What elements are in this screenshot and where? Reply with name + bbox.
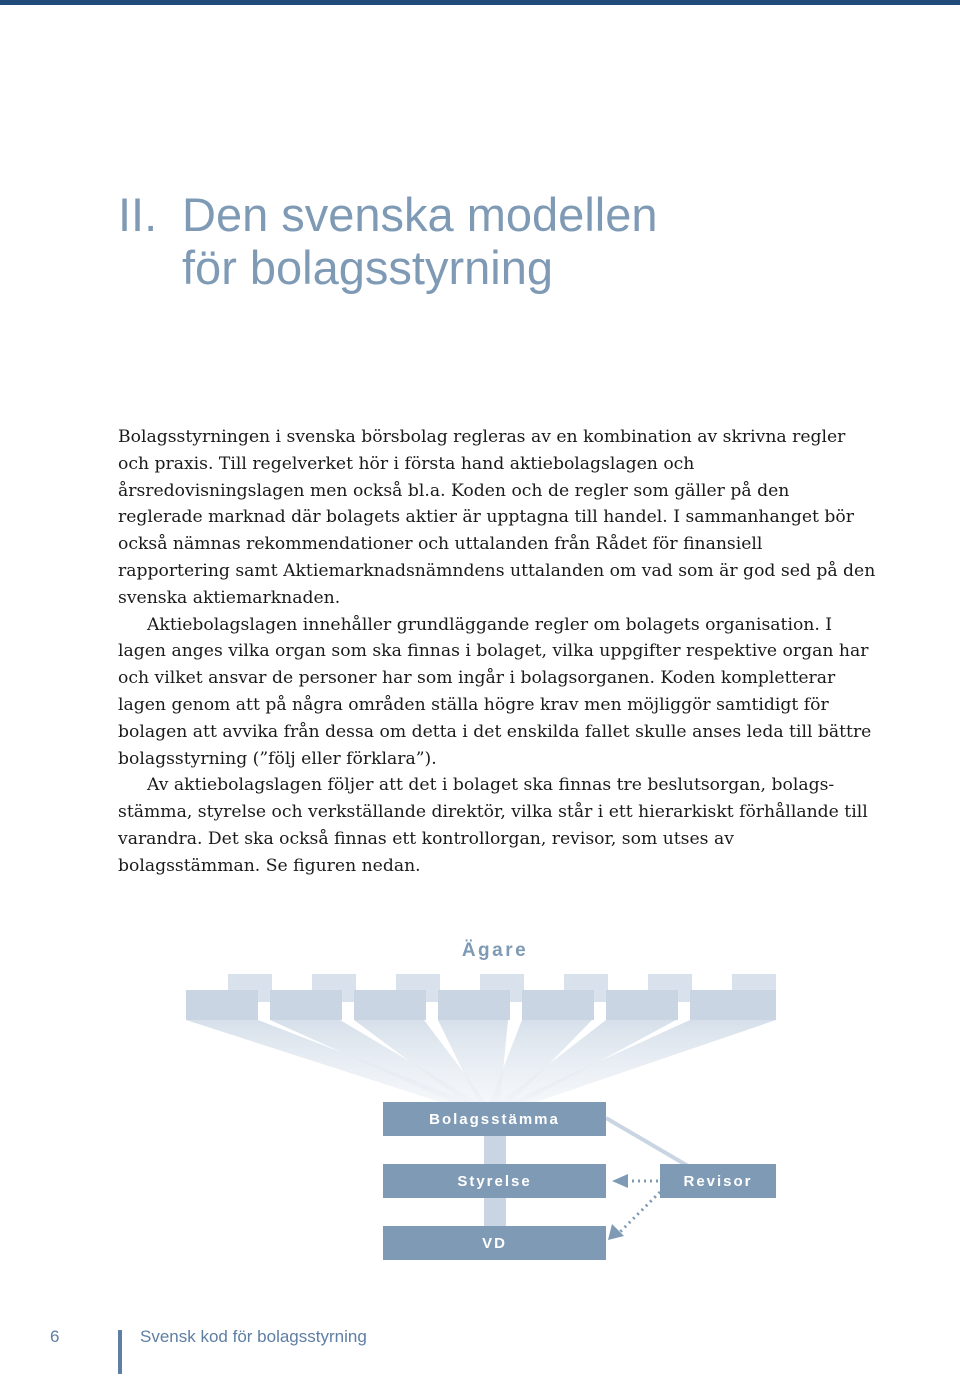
paragraph: Av aktiebolagslagen följer att det i bolaget ska finnas tre beslutsorgan, bolagsstämma, styrelse och verkställande direktör, vilka står i ett hierarkiskt förhållande till varandra. Det ska också finnas ett kontrollorgan, revisor, som utses av bolagsstämman. Se figuren nedan.	[118, 775, 868, 876]
general-meeting-label: Bolagsstämma	[429, 1111, 560, 1128]
governance-diagram-graphic	[0, 930, 960, 1280]
auditor-label: Revisor	[683, 1173, 753, 1190]
chapter-number: II.	[118, 188, 158, 241]
meeting-board-connector	[484, 1136, 506, 1164]
paragraph: Aktiebolagslagen innehåller grundläggande regler om bolagets organisation. I lagen anges vilka organ som ska finnas i bolaget, vilka uppgifter respektive organ har och vilket ansvar de personer har som ingår i bolagsorganen. Koden kompletterar lagen genom att på några områden ställa högre krav men möjliggör samtidigt för bolagen att avvika från dessa om detta i det enskilda fallet skulle anses leda till bättre bolagsstyrning (”följ eller förklara”).	[118, 614, 872, 769]
auditor-arrows	[620, 1181, 660, 1232]
board-label: Styrelse	[457, 1173, 532, 1190]
meeting-auditor-line	[606, 1118, 688, 1166]
footer-divider	[118, 1330, 122, 1374]
arrow-head-icon	[612, 1174, 628, 1188]
footer-title: Svensk kod för bolagsstyrning	[140, 1327, 367, 1346]
top-accent-bar	[0, 0, 960, 5]
owner-rays	[186, 1020, 776, 1102]
page-number: 6	[50, 1327, 60, 1346]
ceo-label: VD	[482, 1235, 507, 1252]
board-ceo-connector	[484, 1198, 506, 1226]
paragraph: Bolagsstyrningen i svenska börsbolag regleras av en kombination av skrivna regler och praxis. Till regelverket hör i första hand aktiebolagslagen och årsredovisningslagen men också bl.a. Koden och de regler som gäller på den reglerade marknad där bolagets aktier är upptagna till handel. I sammanhanget bör också nämnas rekommendationer och uttalanden från Rådet för finansiell rapportering samt Aktiemarknadsnämndens uttalanden om vad som är god sed på den svenska aktiemarknaden.	[118, 427, 876, 608]
chapter-title: Den svenska modellen för bolagsstyrning	[182, 188, 658, 294]
governance-diagram	[0, 930, 960, 1280]
body-text	[118, 424, 878, 880]
owners-label: Ägare	[461, 940, 529, 961]
